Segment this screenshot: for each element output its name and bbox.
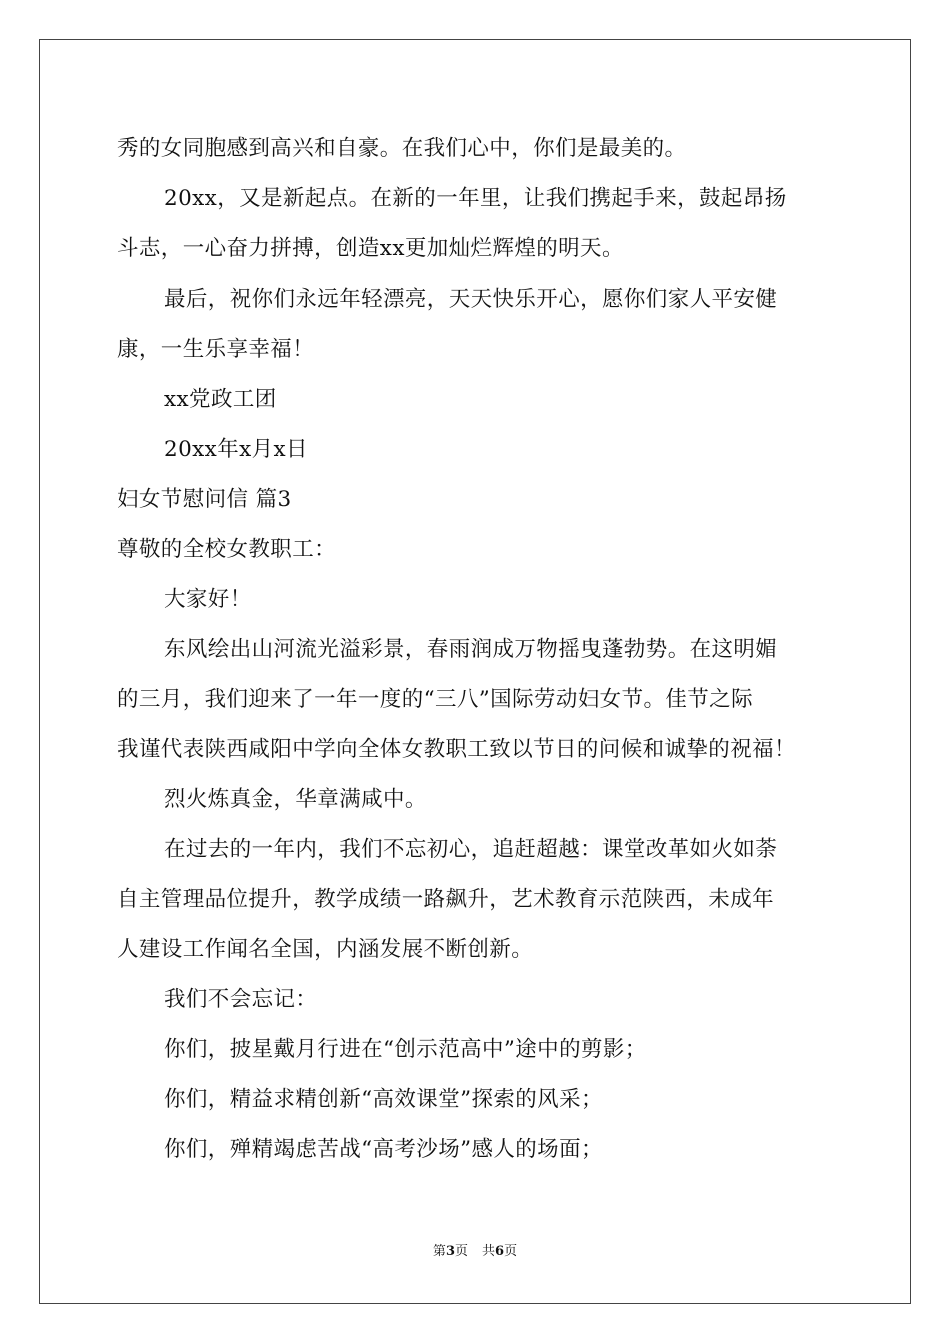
paragraph-line: 烈火炼真金，华章满咸中。 [164,787,427,812]
paragraph-line: 东风绘出山河流光溢彩景，春雨润成万物摇曳蓬勃势。在这明媚 [164,637,778,662]
paragraph-line: 你们，精益求精创新“高效课堂”探索的风采； [164,1087,603,1112]
paragraph-line: 我们不会忘记： [164,987,318,1012]
page-total: 共6页 [482,1244,518,1259]
page-footer [0,1243,950,1261]
paragraph-line: 在过去的一年内，我们不忘初心，追赶超越：课堂改革如火如荼 [164,837,778,862]
paragraph-line: 人建设工作闻名全国，内涵发展不断创新。 [117,937,534,962]
paragraph-line: 我谨代表陕西咸阳中学向全体女教职工致以节日的问候和诚挚的祝福！ [117,737,796,762]
paragraph-line: 最后，祝你们永远年轻漂亮，天天快乐开心，愿你们家人平安健 [164,287,778,312]
paragraph-line: 的三月，我们迎来了一年一度的“三八”国际劳动妇女节。佳节之际 [117,687,753,712]
paragraph-line: 你们，殚精竭虑苦战“高考沙场”感人的场面； [164,1137,603,1162]
paragraph-line: 自主管理品位提升，教学成绩一路飙升，艺术教育示范陕西，未成年 [117,887,775,912]
section-heading: 妇女节慰问信 篇3 [117,487,292,512]
paragraph-line: 20xx，又是新起点。在新的一年里，让我们携起手来，鼓起昂扬 [164,186,787,211]
salutation: 尊敬的全校女教职工： [117,537,337,562]
signature-date: 20xx年x月x日 [164,437,308,462]
paragraph-line: 斗志，一心奋力拼搏，创造xx更加灿烂辉煌的明天。 [117,236,624,261]
paragraph-line: 你们，披星戴月行进在“创示范高中”途中的剪影； [164,1037,647,1062]
paragraph-line: 康，一生乐享幸福！ [117,337,315,362]
signature-org: xx党政工团 [164,387,277,412]
greeting: 大家好！ [164,587,252,612]
page-number: 第3页 [432,1244,468,1259]
paragraph-line: 秀的女同胞感到高兴和自豪。在我们心中，你们是最美的。 [117,136,687,161]
